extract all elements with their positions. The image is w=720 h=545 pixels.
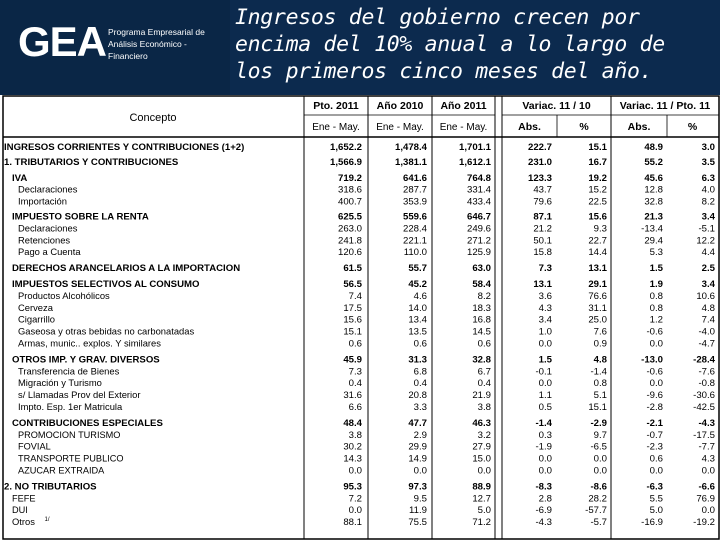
row-label: TRANSPORTE PUBLICO: [18, 453, 124, 464]
row-value: -6.6: [698, 481, 715, 493]
row-value: 16.7: [588, 156, 607, 168]
row-value: 120.6: [337, 247, 362, 259]
row-value: 71.2: [472, 517, 491, 529]
row-value: 625.5: [337, 211, 362, 223]
row-value: -4.3: [535, 517, 552, 529]
row-label: 2. NO TRIBUTARIOS: [4, 481, 97, 493]
table-row: [12, 418, 715, 429]
row-value: 1.5: [649, 263, 663, 275]
table-row: [18, 326, 715, 338]
row-value: 31.3: [408, 354, 427, 366]
row-label: Armas, munic.. explos. Y similares: [18, 337, 161, 349]
row-value: 76.9: [696, 493, 715, 505]
row-value: 0.6: [477, 338, 491, 350]
row-value: 9.7: [593, 429, 607, 441]
row-value: 0.8: [593, 378, 607, 390]
row-value: 3.8: [477, 402, 491, 413]
table-row: [12, 354, 716, 365]
row-label: FEFE: [12, 493, 36, 504]
row-value: 18.3: [472, 302, 491, 314]
row-value: 45.2: [408, 279, 427, 290]
row-value: 29.1: [588, 279, 607, 290]
logo-subtitle: Programa Empresarial de Análisis Económico - Financiero: [108, 27, 205, 61]
row-value: 15.6: [343, 314, 362, 326]
row-value: 0.0: [701, 505, 715, 517]
row-value: 1,701.1: [458, 142, 491, 153]
row-value: 1.5: [538, 354, 552, 366]
row-value: 353.9: [402, 196, 427, 208]
table-row: [4, 481, 715, 492]
revenue-table-grid: [2, 95, 720, 540]
row-value: 0.0: [538, 378, 552, 390]
column-subheader: Ene - May.: [312, 122, 360, 133]
row-value: -0.1: [535, 366, 552, 378]
row-value: 15.8: [533, 247, 552, 259]
row-value: 22.7: [588, 235, 607, 247]
row-value: 222.7: [527, 142, 552, 153]
row-label: OTROS IMP. Y GRAV. DIVERSOS: [12, 354, 160, 366]
row-value: 5.0: [477, 505, 491, 517]
row-value: -13.4: [641, 223, 663, 235]
row-value: 97.3: [408, 481, 427, 493]
row-label: 1. TRIBUTARIOS Y CONTRIBUCIONES: [4, 156, 179, 168]
row-value: -5.1: [698, 223, 715, 235]
row-value: 9.3: [593, 223, 607, 235]
table-row: [18, 466, 715, 477]
row-value: 3.0: [701, 142, 715, 153]
row-value: 433.4: [466, 196, 491, 208]
row-value: 271.2: [466, 235, 491, 247]
row-value: 27.9: [472, 441, 491, 453]
row-value: 241.8: [337, 235, 362, 247]
row-value: 48.4: [343, 417, 362, 429]
table-row: [18, 401, 715, 413]
row-value: -19.2: [693, 517, 715, 529]
row-value: 318.6: [337, 184, 362, 196]
row-label: Declaraciones: [18, 222, 78, 234]
row-label: IMPUESTOS SELECTIVOS AL CONSUMO: [12, 279, 200, 290]
row-value: 13.5: [408, 326, 427, 338]
row-value: 4.0: [701, 184, 715, 196]
row-value: 6.3: [701, 172, 715, 184]
table-row: [18, 290, 715, 302]
row-value: 1.9: [649, 279, 663, 290]
row-value: 15.0: [472, 453, 491, 465]
row-value: 79.6: [533, 196, 552, 208]
row-value: 1.1: [538, 390, 552, 402]
column-subheader: Ene - May.: [439, 122, 488, 133]
row-value: -6.9: [535, 505, 552, 517]
row-value: 0.0: [413, 465, 427, 477]
row-value: -5.7: [590, 517, 607, 529]
row-value: 4.3: [701, 453, 715, 465]
row-label: Gaseosa y otras bebidas no carbonatadas: [18, 325, 195, 337]
row-value: 45.9: [343, 354, 362, 366]
row-value: -13.0: [641, 354, 663, 366]
row-value: 43.7: [533, 184, 552, 196]
row-value: 331.4: [466, 184, 491, 196]
table-row: [4, 157, 716, 168]
row-value: 2.9: [413, 429, 427, 441]
table-row: [18, 389, 715, 401]
row-value: 0.9: [593, 338, 607, 350]
row-value: 29.4: [644, 235, 663, 247]
table-row: [4, 142, 715, 153]
row-value: 15.1: [588, 402, 607, 413]
row-value: 61.5: [343, 263, 362, 275]
row-value: 75.5: [408, 517, 427, 529]
row-value: -42.5: [693, 402, 715, 413]
headline: Ingresos del gobierno crecen por encima del 10% anual a lo largo de los primeros cinco meses del año.: [235, 5, 665, 84]
row-value: 7.3: [348, 366, 362, 378]
row-value: 10.6: [696, 290, 715, 302]
row-value: 17.5: [343, 302, 362, 314]
row-value: -2.8: [646, 402, 663, 413]
row-value: 95.3: [343, 481, 362, 493]
row-value: 1,612.1: [458, 156, 491, 168]
table-row: [18, 184, 715, 196]
row-value: 63.0: [472, 263, 491, 275]
row-value: 45.6: [644, 172, 663, 184]
table-row: [12, 279, 716, 290]
row-value: 12.2: [696, 235, 715, 247]
row-label: PROMOCION TURISMO: [18, 429, 121, 440]
row-value: 0.0: [348, 505, 362, 517]
row-value: 2.8: [538, 493, 552, 505]
row-value: 16.8: [472, 314, 491, 326]
row-value: -4.7: [698, 338, 715, 350]
row-label: Impto. Esp. 1er Matricula: [18, 401, 123, 412]
row-value: 7.4: [701, 314, 715, 326]
row-value: 0.4: [413, 378, 427, 390]
row-value: 28.2: [588, 493, 607, 505]
row-value: -0.6: [646, 326, 663, 338]
row-value: 76.6: [588, 290, 607, 302]
row-value: 4.6: [413, 290, 427, 302]
row-label: Otros: [12, 516, 35, 528]
row-value: 263.0: [337, 223, 362, 235]
row-value: 1,478.4: [394, 142, 427, 153]
row-value: -4.3: [698, 417, 715, 429]
row-value: 50.1: [533, 235, 552, 247]
column-header: Año 2010: [376, 100, 424, 112]
table-row: [18, 234, 715, 246]
row-value: -7.6: [698, 366, 715, 378]
row-value: 0.0: [649, 465, 663, 477]
row-value: 8.2: [701, 196, 715, 208]
row-value: 4.4: [701, 247, 715, 259]
row-value: 3.2: [477, 429, 491, 441]
row-label: s/ Llamadas Prov del Exterior: [18, 389, 141, 401]
row-value: 47.7: [408, 417, 427, 429]
row-label: FOVIAL: [18, 441, 51, 452]
row-value: -1.9: [535, 441, 552, 453]
row-value: 1,652.2: [329, 142, 362, 153]
row-value: 221.1: [402, 235, 427, 247]
row-value: 32.8: [644, 196, 663, 208]
row-value: 11.9: [409, 505, 427, 517]
row-label: Migración y Turismo: [18, 377, 102, 389]
row-value: 15.1: [343, 326, 362, 338]
row-label: Cerveza: [18, 301, 53, 313]
row-value: 88.9: [472, 481, 491, 493]
row-value: 32.8: [472, 354, 491, 366]
row-value: 3.4: [701, 211, 715, 223]
logo-text: GEA: [18, 18, 107, 65]
row-value: 56.5: [343, 279, 362, 290]
row-value: 4.3: [538, 302, 552, 314]
row-value: 31.6: [343, 390, 362, 402]
row-value: 29.9: [408, 441, 427, 453]
row-value: 88.1: [343, 517, 362, 529]
row-value: 2.5: [701, 263, 715, 275]
row-value: -9.6: [646, 390, 663, 402]
row-value: 110.0: [403, 247, 427, 259]
row-label: CONTRIBUCIONES ESPECIALES: [12, 417, 163, 429]
table-row: [18, 377, 715, 389]
table-row: [18, 442, 715, 453]
row-value: 0.0: [593, 465, 607, 477]
row-value: 641.6: [402, 172, 427, 184]
row-value: 55.7: [408, 263, 427, 275]
row-value: 559.6: [402, 211, 427, 223]
row-label: Pago a Cuenta: [18, 246, 81, 258]
table-row: [12, 173, 715, 184]
row-value: 12.8: [644, 184, 663, 196]
row-value: 0.0: [538, 338, 552, 350]
row-value: 1.0: [538, 326, 552, 338]
variation-subheader: %: [687, 121, 698, 133]
row-value: -2.3: [646, 441, 663, 453]
row-value: 0.0: [593, 453, 607, 465]
row-label: DUI: [12, 505, 28, 516]
row-value: 15.1: [588, 142, 607, 153]
row-value: 0.6: [413, 338, 427, 350]
row-value: 6.7: [477, 366, 491, 378]
row-value: 6.8: [413, 366, 427, 378]
row-value: 231.0: [527, 156, 552, 168]
row-value: 13.4: [408, 314, 427, 326]
row-value: 3.5: [701, 156, 715, 168]
row-value: 19.2: [588, 172, 607, 184]
row-value: 13.1: [533, 279, 552, 290]
row-value: 13.1: [588, 263, 607, 275]
row-value: -57.7: [585, 505, 607, 517]
header-band: [0, 0, 720, 95]
row-value: 14.4: [588, 247, 607, 259]
row-value: -0.8: [698, 378, 715, 390]
row-value: -4.0: [698, 326, 715, 338]
row-label: IMPUESTO SOBRE LA RENTA: [12, 211, 149, 223]
table-row: [12, 212, 716, 223]
row-value: 30.2: [343, 441, 362, 453]
row-label: Transferencia de Bienes: [18, 365, 120, 377]
table-row: [18, 302, 715, 314]
table-row: [18, 454, 715, 465]
row-value: 719.2: [337, 172, 362, 184]
table-row: [12, 505, 715, 516]
row-value: 21.2: [533, 223, 552, 235]
row-value: -16.9: [641, 517, 663, 529]
row-value: 0.0: [649, 378, 663, 390]
row-value: 25.0: [588, 314, 607, 326]
row-value: 249.6: [466, 223, 491, 235]
row-value: 287.7: [402, 184, 427, 196]
row-value: 0.4: [348, 378, 362, 390]
row-value: 0.0: [477, 465, 491, 477]
row-value: 1,381.1: [394, 156, 427, 168]
row-value: 14.5: [472, 326, 491, 338]
table-row: [18, 222, 715, 234]
row-value: -0.6: [646, 366, 663, 378]
row-value: 0.0: [701, 465, 715, 477]
row-value: -0.7: [646, 429, 663, 441]
row-label: IVA: [12, 172, 28, 184]
variation-subheader: Abs.: [518, 121, 541, 133]
row-value: 0.3: [538, 429, 552, 441]
revenue-table: [2, 95, 720, 540]
row-value: -28.4: [693, 354, 715, 366]
row-value: 3.4: [538, 314, 552, 326]
table-row: [18, 365, 715, 377]
row-value: 12.7: [472, 493, 491, 505]
column-subheader: Ene - May.: [376, 122, 424, 133]
row-value: 7.6: [593, 326, 607, 338]
row-value: 1,566.9: [329, 156, 362, 168]
row-label: INGRESOS CORRIENTES Y CONTRIBUCIONES (1+2): [4, 142, 245, 153]
row-value: 4.8: [593, 354, 607, 366]
table-row: [12, 263, 716, 274]
row-value: 228.4: [402, 223, 427, 235]
row-label: Cigarrillo: [18, 313, 55, 325]
row-value: -1.4: [590, 366, 607, 378]
row-value: 0.6: [348, 338, 362, 350]
row-label: AZUCAR EXTRAIDA: [18, 465, 105, 476]
row-value: 46.3: [472, 417, 491, 429]
footnote-marker: 1/: [44, 517, 50, 524]
row-value: 9.5: [413, 493, 427, 505]
row-value: 1.2: [649, 314, 663, 326]
row-value: 15.6: [588, 211, 607, 223]
column-header: Año 2011: [440, 100, 487, 112]
row-value: 21.9: [472, 390, 491, 402]
row-value: 20.8: [408, 390, 427, 402]
row-value: 7.4: [348, 290, 362, 302]
row-value: 5.1: [593, 390, 607, 402]
row-value: 0.8: [649, 290, 663, 302]
row-value: 14.3: [343, 453, 362, 465]
row-value: 6.6: [348, 402, 362, 413]
variation-header: Variac. 11 / Pto. 11: [619, 100, 711, 112]
row-value: 14.9: [408, 453, 427, 465]
table-row: [18, 430, 715, 441]
row-label: Importación: [18, 195, 67, 207]
row-value: 7.3: [538, 263, 552, 275]
row-value: 87.1: [533, 211, 552, 223]
row-value: 125.9: [466, 247, 491, 259]
row-value: 5.0: [649, 505, 663, 517]
row-value: 55.2: [644, 156, 663, 168]
row-value: -7.7: [698, 441, 715, 453]
row-label: DERECHOS ARANCELARIOS A LA IMPORTACION: [12, 263, 241, 275]
row-value: 0.0: [538, 453, 552, 465]
row-value: 58.4: [472, 279, 491, 290]
row-value: -6.5: [590, 441, 607, 453]
row-value: -8.3: [535, 481, 552, 493]
row-value: -8.6: [590, 481, 607, 493]
row-value: 0.0: [649, 338, 663, 350]
table-row: [12, 516, 715, 528]
variation-subheader: Abs.: [627, 121, 651, 133]
row-value: -2.1: [646, 417, 663, 429]
row-value: -30.6: [693, 390, 715, 402]
concept-header: Concepto: [129, 112, 177, 124]
row-value: 5.5: [649, 493, 663, 505]
row-value: 3.4: [701, 279, 715, 290]
row-value: 400.7: [337, 196, 362, 208]
table-row: [12, 493, 715, 504]
row-value: 0.6: [649, 453, 663, 465]
row-value: 0.8: [649, 302, 663, 314]
row-value: 3.6: [538, 290, 552, 302]
row-value: 0.0: [348, 465, 362, 477]
row-value: 5.3: [649, 247, 663, 259]
row-value: -1.4: [535, 417, 552, 429]
row-value: 764.8: [466, 172, 491, 184]
row-label: Productos Alcohólicos: [18, 289, 110, 301]
variation-subheader: %: [579, 121, 589, 133]
variation-header: Variac. 11 / 10: [522, 100, 591, 112]
row-value: 15.2: [588, 184, 607, 196]
row-value: 22.5: [588, 196, 607, 208]
row-label: Declaraciones: [18, 183, 78, 195]
row-value: 4.8: [701, 302, 715, 314]
row-value: 8.2: [477, 290, 491, 302]
row-label: Retenciones: [18, 234, 71, 246]
row-value: 123.3: [527, 172, 552, 184]
column-header: Pto. 2011: [313, 100, 359, 112]
row-value: -17.5: [693, 429, 715, 441]
row-value: 0.4: [477, 378, 491, 390]
table-row: [18, 338, 715, 350]
row-value: 646.7: [466, 211, 491, 223]
row-value: 48.9: [644, 142, 663, 153]
row-value: 7.2: [348, 493, 362, 505]
row-value: 31.1: [588, 302, 607, 314]
row-value: 14.0: [408, 302, 427, 314]
row-value: 0.0: [538, 465, 552, 477]
gea-logo: [0, 0, 230, 95]
row-value: 3.8: [348, 429, 362, 441]
row-value: 21.3: [644, 211, 663, 223]
table-row: [18, 196, 715, 208]
row-value: 3.3: [413, 402, 427, 413]
row-value: -6.3: [646, 481, 663, 493]
row-value: 0.5: [538, 402, 552, 413]
row-value: -2.9: [590, 417, 607, 429]
